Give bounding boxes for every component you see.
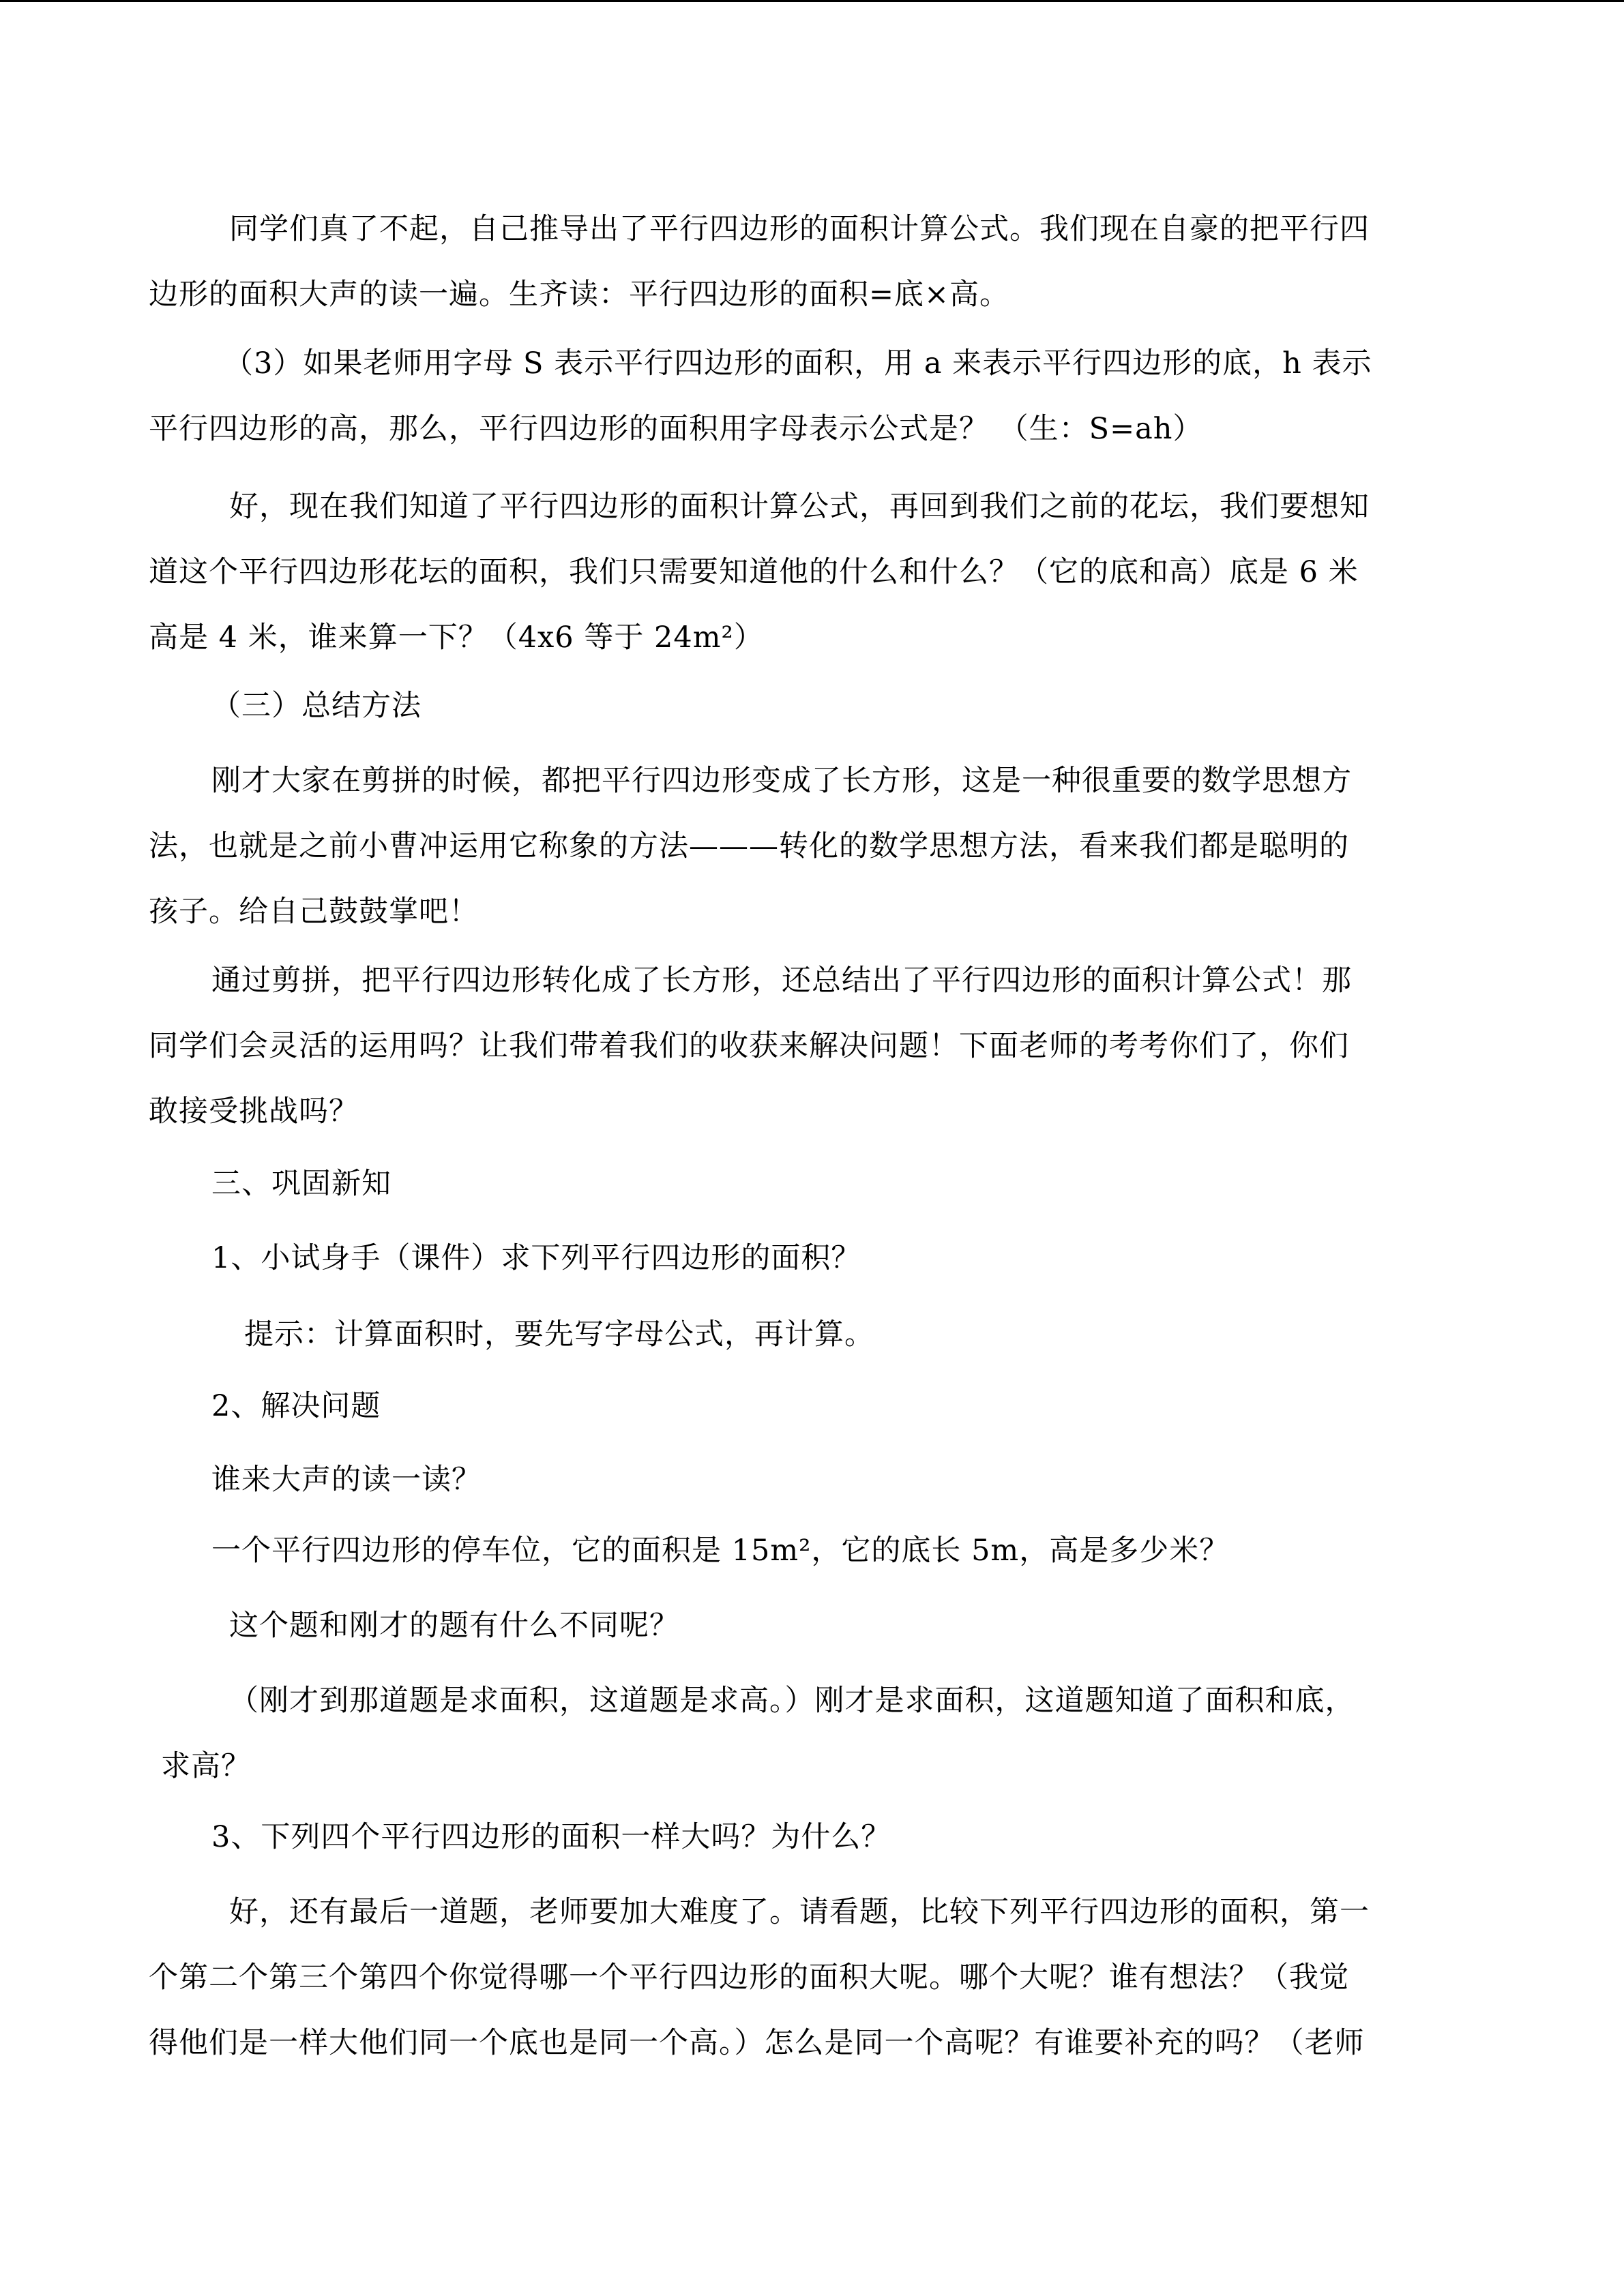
text-line: 谁来大声的读一读？ (211, 1463, 482, 1497)
paragraph-formula-derived (149, 196, 1479, 327)
text-line: 道这个平行四边形花坛的面积，我们只需要知道他的什么和什么？（它的底和高）底是 6 米 (149, 555, 1359, 589)
text-line: 通过剪拼，把平行四边形转化成了长方形，还总结出了平行四边形的面积计算公式！那 (211, 964, 1352, 998)
text-line: 一个平行四边形的停车位，它的面积是 15m²，它的底长 5m，高是多少米？ (211, 1534, 1230, 1568)
paragraph-flowerbed (149, 474, 1479, 670)
paragraph-last-question (149, 1879, 1479, 2076)
text-line: 边形的面积大声的读一遍。生齐读：平行四边形的面积=底×高。 (149, 278, 1010, 312)
text-line: 1、小试身手（课件）求下列平行四边形的面积？ (211, 1241, 861, 1275)
text-line: 3、下列四个平行四边形的面积一样大吗？为什么？ (211, 1820, 891, 1854)
question-difference (149, 1593, 1479, 1658)
text-line: 求高？ (161, 1749, 251, 1783)
text-line: 孩子。给自己鼓鼓掌吧！ (149, 895, 479, 929)
text-line: 平行四边形的高，那么，平行四边形的面积用字母表示公式是？ （生：S=ah） (149, 412, 1203, 446)
text-line: 提示：计算面积时，要先写字母公式，再计算。 (244, 1317, 874, 1352)
text-line: 同学们会灵活的运用吗？让我们带着我们的收获来解决问题！下面老师的考考你们了，你们 (149, 1029, 1349, 1063)
paragraph-challenge (149, 948, 1479, 1144)
section-heading-consolidate (149, 1151, 1479, 1217)
text-line: 2、解决问题 (211, 1389, 381, 1423)
paragraph-find-height (149, 1668, 1479, 1799)
section-heading-summary (149, 673, 1479, 739)
text-line: 好，还有最后一道题，老师要加大难度了。请看题，比较下列平行四边形的面积，第一 (229, 1895, 1370, 1929)
text-line: （刚才到那道题是求面积，这道题是求高。）刚才是求面积，这道题知道了面积和底， (229, 1684, 1355, 1718)
item-compare-areas (149, 1804, 1479, 1870)
hint-line (149, 1302, 1479, 1367)
text-line: 高是 4 米，谁来算一下？（4x6 等于 24m²） (149, 621, 764, 655)
text-line: 法，也就是之前小曹冲运用它称象的方法———转化的数学思想方法，看来我们都是聪明的 (149, 829, 1349, 863)
problem-parking-space (149, 1518, 1479, 1583)
section-heading: 三、巩固新知 (211, 1167, 392, 1201)
text-line: （3）如果老师用字母 S 表示平行四边形的面积，用 a 来表示平行四边形的底，h 表示 (224, 346, 1372, 381)
text-line: 敢接受挑战吗？ (149, 1094, 359, 1129)
paragraph-transformation (149, 748, 1479, 944)
text-line: 个第二个第三个第四个你觉得哪一个平行四边形的面积大呢。哪个大呢？谁有想法？（我觉 (149, 1960, 1349, 1995)
item-solve-problem (149, 1373, 1479, 1439)
read-aloud-line (149, 1447, 1479, 1512)
text-line: 同学们真了不起，自己推导出了平行四边形的面积计算公式。我们现在自豪的把平行四 (229, 212, 1370, 246)
text-line: 刚才大家在剪拼的时候，都把平行四边形变成了长方形，这是一种很重要的数学思想方 (211, 764, 1352, 798)
paragraph-letter-formula (149, 331, 1479, 462)
text-line: 好，现在我们知道了平行四边形的面积计算公式，再回到我们之前的花坛，我们要想知 (229, 490, 1370, 524)
section-heading: （三）总结方法 (211, 689, 422, 723)
text-line: 这个题和刚才的题有什么不同呢？ (229, 1609, 679, 1643)
text-line: 得他们是一样大他们同一个底也是同一个高。）怎么是同一个高呢？有谁要补充的吗？（老师 (149, 2026, 1365, 2060)
item-try-it (149, 1225, 1479, 1291)
